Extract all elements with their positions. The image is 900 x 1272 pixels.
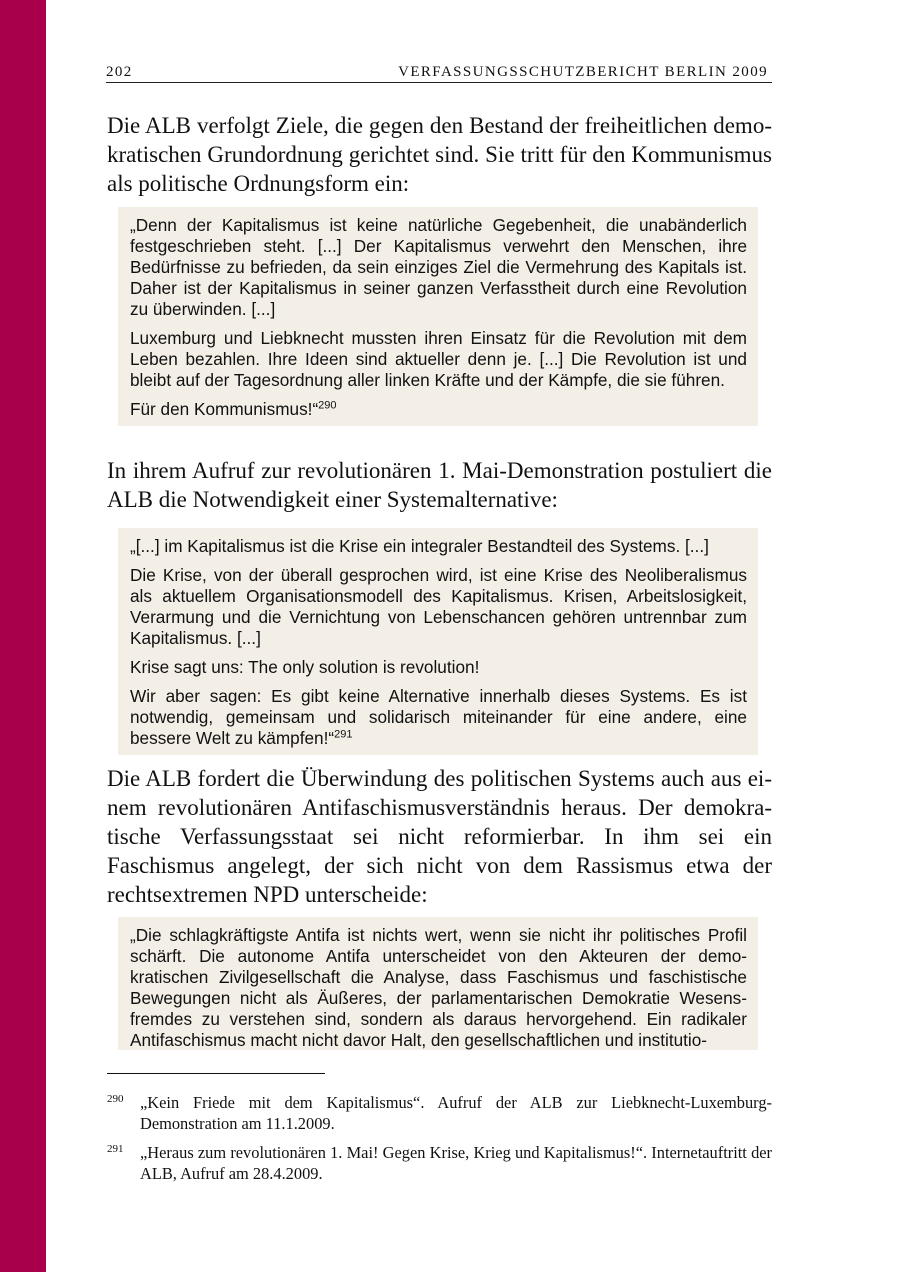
- quote-paragraph: „Denn der Kapitalismus ist keine natürliche Gegebenheit, die unabänderlich festgeschrieben steht. [...] Der Kapitalismus verwehrt den Menschen, ihre Bedürfnisse zu befrieden, da sein einziges Ziel die Vermehrung des Kapitals ist. Daher ist der Kapitalismus in seiner ganzen Verfasstheit durch eine Revolution zu überwinden. [...]: [130, 215, 747, 319]
- quote-text: Für den Kommunismus!“: [130, 399, 319, 419]
- body-paragraph: Die ALB verfolgt Ziele, die gegen den Bestand der freiheitlichen demokratischen Grundordnung gerichtet sind. Sie tritt für den Kommunismus als politische Ordnungsform ein:: [107, 113, 772, 196]
- block-quote: [118, 528, 758, 755]
- quote-paragraph: „[...] im Kapitalismus ist die Krise ein integraler Bestandteil des Systems. [...]: [130, 536, 709, 556]
- footnote-text: „Kein Friede mit dem Kapitalismus“. Aufruf der ALB zur Liebknecht-Luxemburg-Demonstration am 11.1.2009.: [140, 1093, 772, 1133]
- quote-paragraph: [130, 686, 747, 749]
- body-paragraph: In ihrem Aufruf zur revolutionären 1. Mai-Demonstration postuliert die ALB die Notwendigkeit einer Systemalternative:: [107, 458, 772, 512]
- footnote-reference[interactable]: 291: [334, 728, 353, 741]
- footnote-number: 290: [107, 1093, 124, 1105]
- footnote: [107, 1142, 772, 1184]
- margin-color-bar: [0, 0, 46, 1272]
- footnote-text: „Heraus zum revolutionären 1. Mai! Gegen Krise, Krieg und Kapitalismus!“. Internetauftritt der ALB, Aufruf am 28.4.2009.: [140, 1143, 772, 1183]
- quote-paragraph: Die Krise, von der überall gesprochen wird, ist eine Krise des Neoliberalismus als aktuellem Organisationsmodell des Kapitalismus. Krisen, Arbeitslosigkeit, Verarmung und die Vernichtung von Lebenschancen gehören untrennbar zum Kapitalismus. [...]: [130, 565, 747, 648]
- body-paragraph: Die ALB fordert die Überwindung des politischen Systems auch aus einem revolutionären Antifaschismusverständnis heraus. Der demokratische Verfassungsstaat sei nicht reformierbar. In ihm sei ein Faschismus angelegt, der sich nicht von dem Rassismus etwa der rechtsextremen NPD unterscheide:: [107, 766, 772, 907]
- footnote: [107, 1092, 772, 1134]
- page-number: 202: [106, 64, 133, 80]
- quote-paragraph: Luxemburg und Liebknecht mussten ihren Einsatz für die Revolution mit dem Leben bezahlen. Ihre Ideen sind aktueller denn je. [...] Die Revolution ist und bleibt auf der Tagesordnung aller linken Kräfte und der Kämpfe, die sie führen.: [130, 328, 747, 390]
- quote-text: Wir aber sagen: Es gibt keine Alternative innerhalb dieses Systems. Es ist notwendig, gemeinsam und solidarisch miteinander für eine andere, eine bessere Welt zu kämpfen!“: [130, 686, 747, 748]
- footnote-reference[interactable]: 290: [318, 399, 337, 412]
- page-header: [106, 62, 772, 83]
- running-title: VERFASSUNGSSCHUTZBERICHT BERLIN 2009: [398, 64, 768, 80]
- quote-paragraph: „Die schlagkräftigste Antifa ist nichts wert, wenn sie nicht ihr politisches Profil schärft. Die autonome Antifa unterscheidet von den Akteuren der demokratischen Zivilgesellschaft die Analyse, dass Faschismus und faschistische Bewegungen nicht als Äußeres, der parlamentarischen Demokratie Wesensfremdes zu verstehen sind, sondern als daraus hervorgehend. Ein radikaler Antifaschismus macht nicht davor Halt, den gesellschaftlichen und institutio-: [130, 925, 747, 1050]
- quote-paragraph: [130, 399, 747, 420]
- quote-paragraph: Krise sagt uns: The only solution is revolution!: [130, 657, 480, 677]
- block-quote: [118, 917, 758, 1050]
- footnote-number: 291: [107, 1143, 124, 1155]
- footnote-separator: [107, 1073, 325, 1074]
- block-quote: [118, 207, 758, 426]
